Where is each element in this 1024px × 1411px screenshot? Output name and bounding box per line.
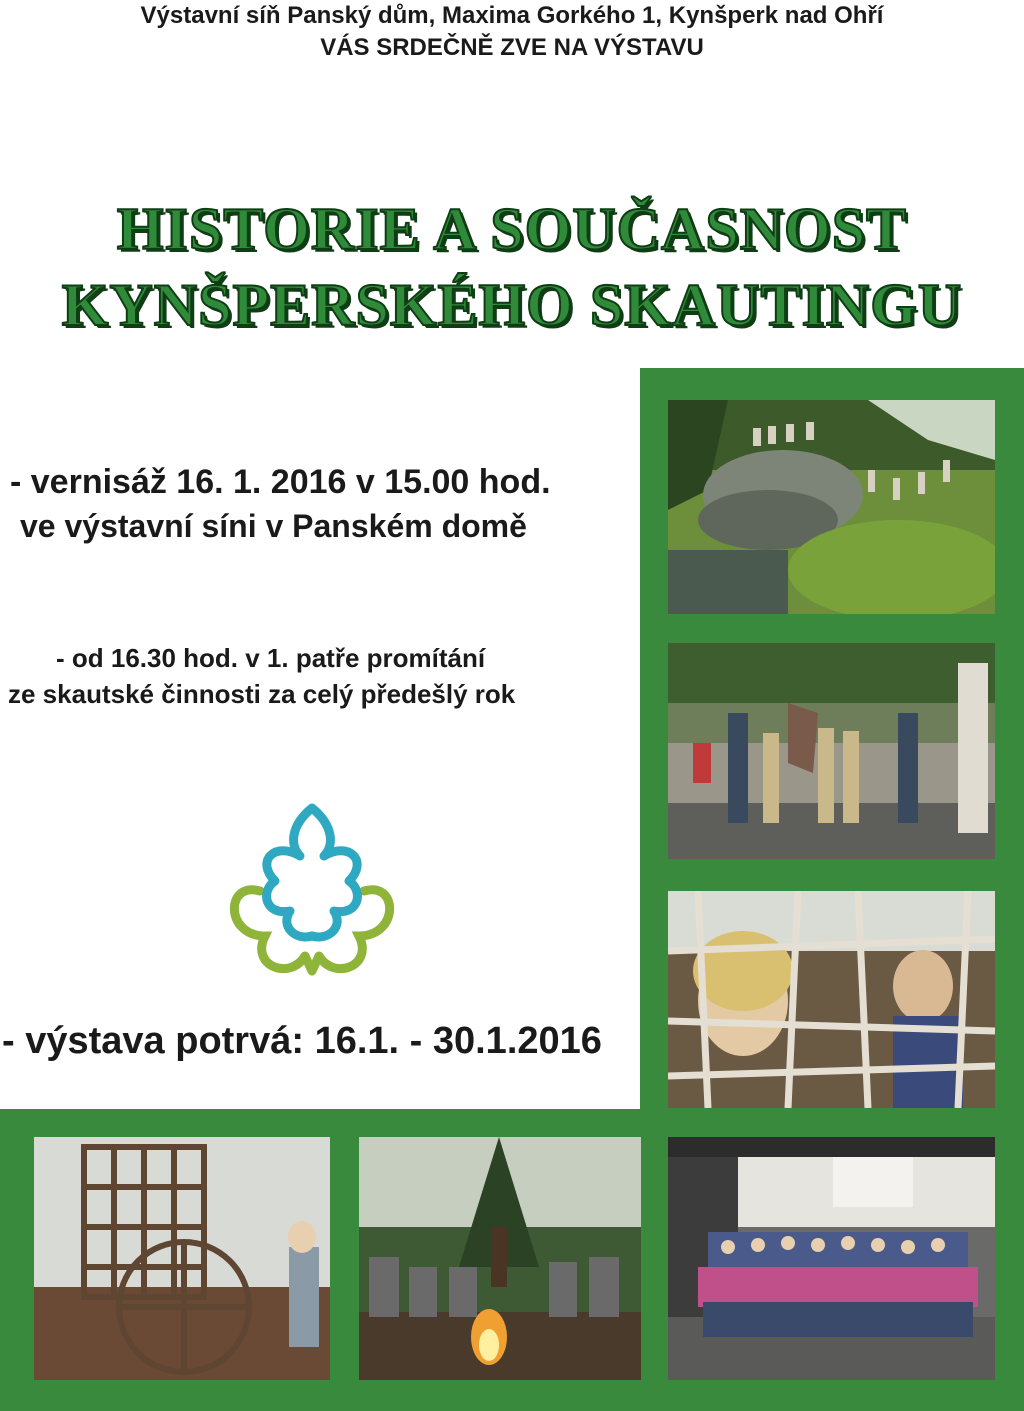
exhibition-duration: - výstava potrvá: 16.1. - 30.1.2016: [2, 1020, 602, 1062]
venue-line: Výstavní síň Panský dům, Maxima Gorkého 1, Kynšperk nad Ohří: [140, 2, 884, 29]
photo-campfire-in-forest: [359, 1137, 641, 1380]
photo-girls-in-birch-hut: [668, 891, 995, 1108]
photo-scouts-on-rock: [668, 400, 995, 614]
invitation-line: VÁS SRDEČNĚ ZVE NA VÝSTAVU: [320, 34, 704, 61]
scout-lily-icon: [220, 796, 404, 980]
vernissage-place: ve výstavní síni v Panském domě: [20, 508, 527, 544]
screening-description: ze skautské činnosti za celý předešlý rok: [8, 679, 516, 709]
photo-flag-ceremony: [668, 643, 995, 859]
screening-time: - od 16.30 hod. v 1. patře promítání: [56, 643, 486, 673]
exhibition-title-line-2: KYNŠPERSKÉHO SKAUTINGU: [61, 272, 963, 338]
photo-group-in-front-of-building: [668, 1137, 995, 1380]
photo-wooden-wheel-structure: [34, 1137, 330, 1380]
exhibition-title-line-1: HISTORIE A SOUČASNOST: [116, 196, 908, 262]
vernissage-date: - vernisáž 16. 1. 2016 v 15.00 hod.: [10, 463, 551, 501]
